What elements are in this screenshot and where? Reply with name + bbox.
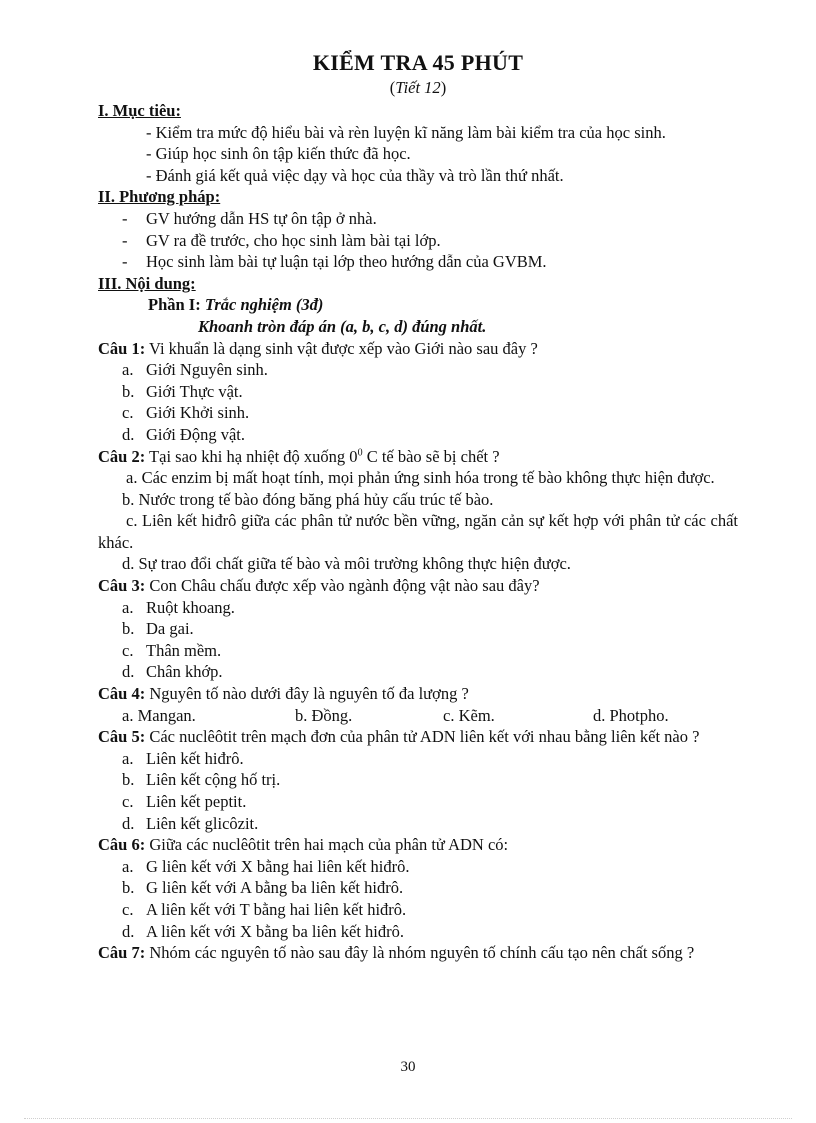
answer-option: c. Liên kết hiđrô giữa các phân tử nước bền vững, ngăn cản sự kết hợp với phân tử các chất khác.	[98, 511, 738, 552]
page-title: KIỂM TRA 45 PHÚT	[312, 50, 524, 75]
answer-option: d. Giới Động vật.	[122, 424, 246, 444]
question: Câu 5: Các nuclêôtit trên mạch đơn của phân tử ADN liên kết với nhau bằng liên kết nào ?	[98, 727, 700, 747]
page-number: 30	[400, 1059, 416, 1075]
page-subtitle: (Tiết 12)	[389, 78, 447, 97]
section-heading-objectives: I. Mục tiêu:	[98, 101, 181, 120]
section-heading-methods: II. Phương pháp:	[98, 187, 221, 207]
method-item: - GV hướng dẫn HS tự ôn tập ở nhà.	[122, 208, 377, 228]
objective-item: - Đánh giá kết quả việc dạy và học của thầy và trò lần thứ nhất.	[146, 165, 564, 185]
objective-item: - Giúp học sinh ôn tập kiến thức đã học.	[146, 144, 411, 164]
question: Câu 4: Nguyên tố nào dưới đây là nguyên tố đa lượng ?	[98, 684, 469, 704]
answer-option: b. Da gai.	[122, 619, 194, 639]
answer-option: b. G liên kết với A bằng ba liên kết hiđrô.	[122, 878, 404, 898]
answer-option: d. Photpho.	[593, 705, 669, 725]
answer-option: c. A liên kết với T bằng hai liên kết hiđrô.	[122, 899, 407, 919]
answer-option: b. Giới Thực vật.	[122, 381, 243, 401]
answer-option: a. Mangan.	[122, 705, 196, 725]
question: Câu 3: Con Châu chấu được xếp vào ngành động vật nào sau đây?	[98, 576, 540, 596]
answer-option: b. Nước trong tế bào đóng băng phá hủy cấu trúc tế bào.	[122, 489, 494, 509]
objective-item: - Kiểm tra mức độ hiểu bài và rèn luyện kĩ năng làm bài kiểm tra của học sinh.	[146, 122, 666, 142]
question: Câu 6: Giữa các nuclêôtit trên hai mạch của phân tử ADN có:	[98, 835, 509, 855]
answer-option: c. Liên kết peptit.	[122, 792, 247, 811]
page-bottom-divider	[24, 1118, 792, 1119]
answer-option: a. Các enzim bị mất hoạt tính, mọi phản ứng sinh hóa trong tế bào không thực hiện được.	[126, 468, 715, 488]
method-item: - Học sinh làm bài tự luận tại lớp theo hướng dẫn của GVBM.	[122, 252, 547, 272]
question: Câu 1: Vi khuẩn là dạng sinh vật được xếp vào Giới nào sau đây ?	[98, 338, 538, 358]
answer-option: a. G liên kết với X bằng hai liên kết hiđrô.	[122, 856, 410, 876]
question: Câu 2: Tại sao khi hạ nhiệt độ xuống $0^0$ C tế bào sẽ bị chết ?	[98, 446, 500, 466]
answer-option: a. Ruột khoang.	[122, 597, 235, 617]
answer-option: b. Đồng.	[295, 705, 353, 725]
answer-option: d. Liên kết glicôzit.	[122, 813, 259, 833]
answer-option: d. A liên kết với X bằng ba liên kết hiđrô.	[122, 921, 405, 941]
document-page	[98, 48, 738, 964]
instruction: Khoanh tròn đáp án (a, b, c, d) đúng nhất.	[198, 316, 487, 336]
question: Câu 7: Nhóm các nguyên tố nào sau đây là nhóm nguyên tố chính cấu tạo nên chất sống ?	[98, 943, 695, 963]
section-heading-content: III. Nội dung:	[98, 273, 196, 293]
answer-option: a. Liên kết hiđrô.	[122, 748, 244, 768]
answer-option: b. Liên kết cộng hố trị.	[122, 770, 281, 790]
part-heading: Phần I: Trắc nghiệm (3đ)	[148, 295, 324, 315]
answer-option: d. Chân khớp.	[122, 662, 223, 682]
answer-option: c. Kẽm.	[443, 705, 495, 725]
answer-option-row	[98, 705, 738, 727]
answer-option: c. Thân mềm.	[122, 640, 222, 660]
answer-option: c. Giới Khởi sinh.	[122, 403, 250, 423]
answer-option: a. Giới Nguyên sinh.	[122, 360, 268, 380]
method-item: - GV ra đề trước, cho học sinh làm bài tại lớp.	[122, 230, 441, 250]
answer-option: d. Sự trao đổi chất giữa tế bào và môi trường không thực hiện được.	[122, 554, 571, 574]
